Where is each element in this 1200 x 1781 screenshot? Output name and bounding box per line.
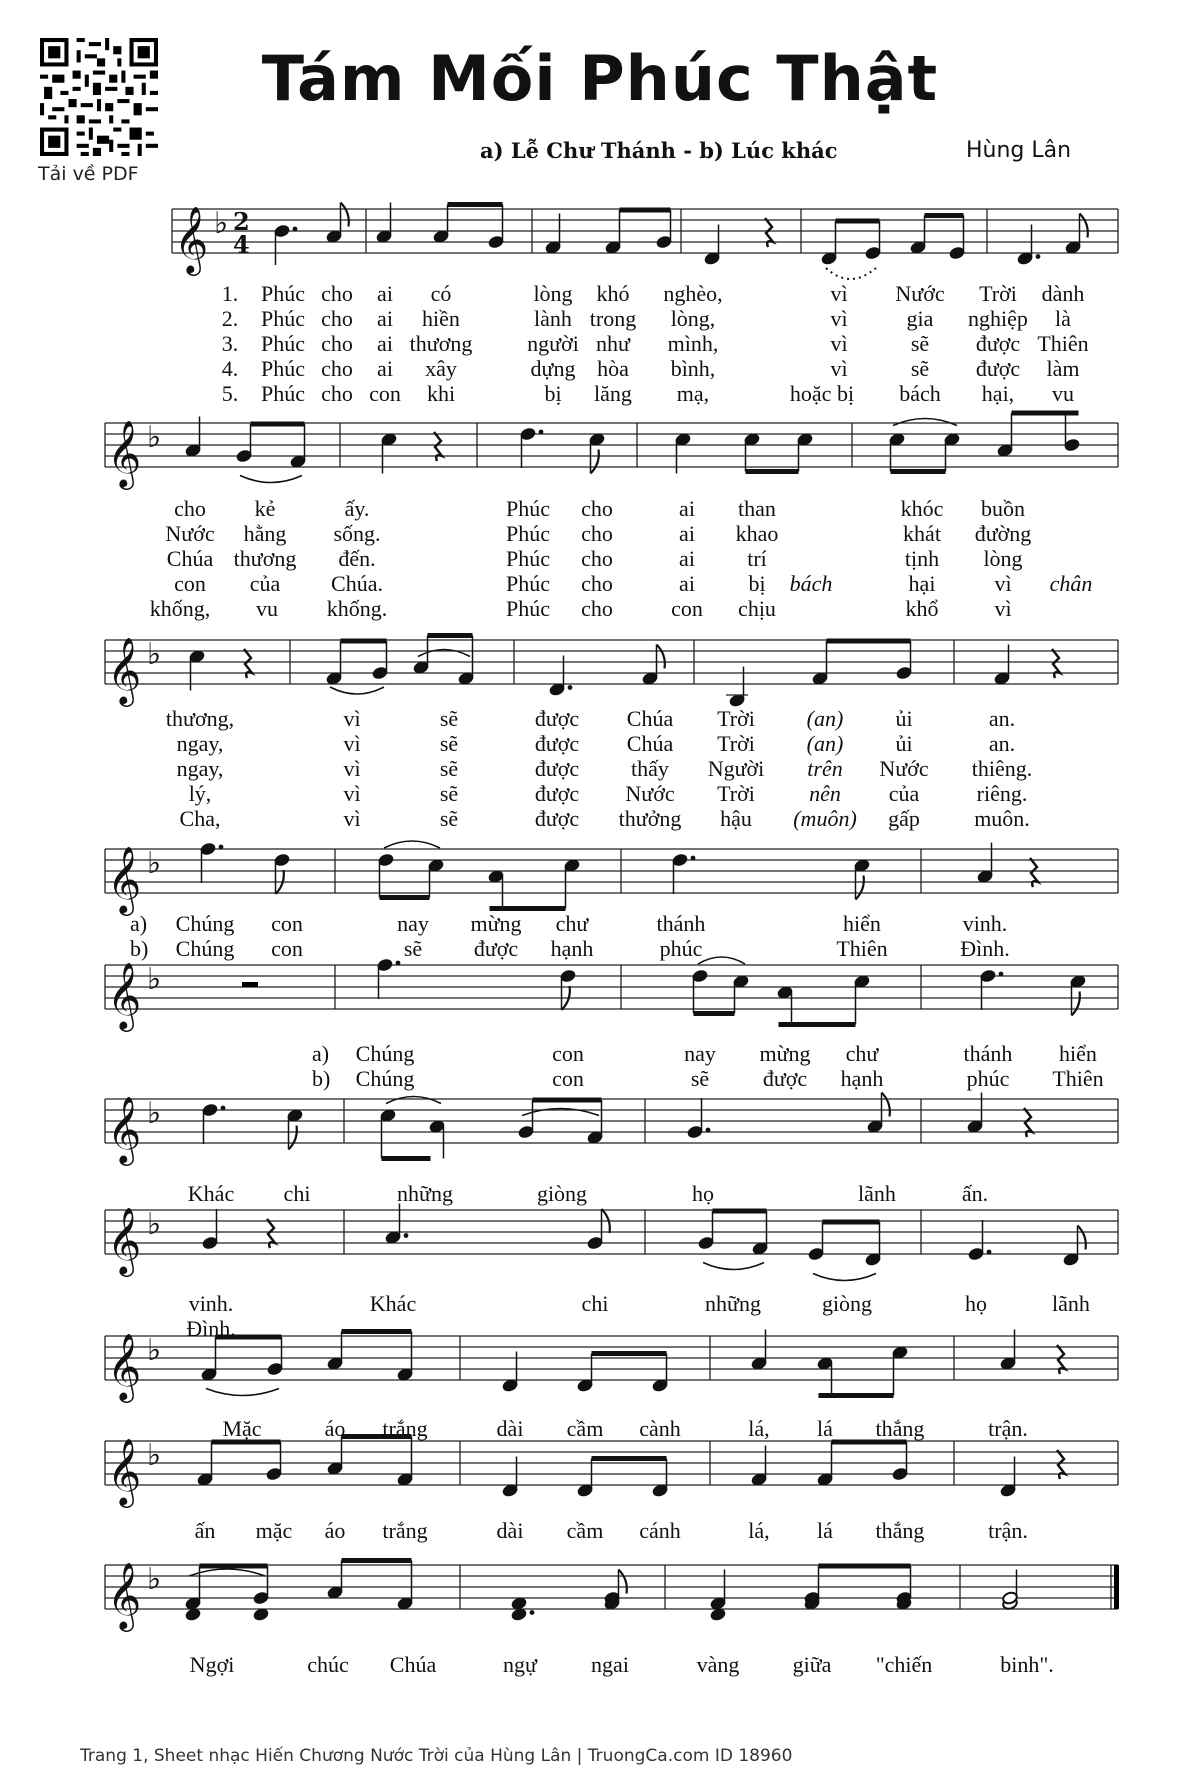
lyric-syllable: cho [581, 496, 613, 521]
lyric-syllable: khi [426, 381, 456, 406]
lyric-syllable: cánh [639, 1518, 681, 1543]
lyric-syllable: nên [809, 781, 841, 806]
lyric-syllable: cho [321, 306, 353, 331]
lyric-syllable: con [271, 911, 303, 936]
lyric-syllable: con [552, 1066, 584, 1091]
lyric-syllable: lòng [533, 281, 573, 306]
lyric-syllable: hiển [1059, 1041, 1097, 1066]
lyric-syllable: được [534, 731, 580, 756]
lyric-syllable: trắng [382, 1416, 428, 1441]
lyric-syllable: vì [343, 781, 361, 806]
flat-sign: ♭ [147, 1096, 162, 1131]
lyric-syllable: Phúc [506, 521, 550, 546]
dot [219, 845, 224, 850]
lyric-syllable: bách [789, 571, 833, 596]
lyric-syllable: vì [830, 356, 848, 381]
lyric-syllable: hại, [981, 381, 1015, 406]
lyric-syllable: thắng [875, 1518, 925, 1543]
lyric-syllable: chân [1049, 571, 1093, 596]
lyric-syllable: khóc [900, 496, 944, 521]
flat-sign: ♭ [147, 420, 162, 455]
lyric-syllable: Nước [879, 756, 929, 781]
lyric-syllable: an. [988, 706, 1016, 731]
lyric-syllable: là [1055, 306, 1071, 331]
lyric-syllable: vì [994, 596, 1012, 621]
lyric-syllable: vì [343, 806, 361, 831]
lyric-syllable: Phúc [261, 381, 305, 406]
lyric-syllable: bị [748, 571, 766, 596]
flat-sign: ♭ [147, 1562, 162, 1597]
lyric-syllable: Trời [717, 781, 755, 806]
lyric-syllable: ai [377, 356, 393, 381]
lyric-syllable: lá, [748, 1416, 770, 1441]
variant-label: b) [312, 1066, 331, 1091]
lyric-syllable: (an) [806, 706, 844, 731]
song-subtitle: a) Lễ Chư Thánh - b) Lúc khác [480, 138, 838, 163]
lyric-syllable: cho [321, 281, 353, 306]
lyric-syllable: muôn. [974, 806, 1030, 831]
lyric-syllable: sẽ [910, 331, 930, 356]
lyric-syllable: khổ [905, 596, 939, 621]
lyric-syllable: binh". [1000, 1652, 1054, 1677]
lyric-syllable: có [430, 281, 452, 306]
lyric-syllable: đường [974, 521, 1032, 546]
lyric-syllable: Thiên [1052, 1066, 1104, 1091]
lyric-syllable: Đình. [186, 1316, 236, 1341]
lyric-syllable: hạnh [550, 936, 594, 961]
flat-sign: ♭ [147, 962, 162, 997]
lyric-syllable: lãnh [858, 1181, 896, 1206]
treble-clef: 𝄞 [107, 1437, 142, 1505]
page-footer[interactable]: Trang 1, Sheet nhạc Hiến Chương Nước Trời của Hùng Lân | TruongCa.com ID 18960 [80, 1746, 793, 1766]
lyric-syllable: dành [1041, 281, 1085, 306]
lyric-syllable: của [888, 781, 920, 806]
lyric-syllable: lòng [983, 546, 1023, 571]
lyric-syllable: của [249, 571, 281, 596]
lyric-syllable: trong [589, 306, 637, 331]
lyric-syllable: phúc [966, 1066, 1010, 1091]
lyric-syllable: lá [817, 1518, 833, 1543]
lyric-syllable: được [975, 331, 1021, 356]
lyric-syllable: áo [324, 1518, 346, 1543]
dot [1036, 254, 1041, 259]
lyric-syllable: họ [965, 1291, 987, 1316]
note-flag [619, 1570, 627, 1594]
note-flag [1078, 1226, 1086, 1250]
lyric-syllable: chúc [307, 1652, 349, 1677]
lyric-syllable: Chúa [626, 731, 674, 756]
lyric-syllable: hiển [843, 911, 881, 936]
flat-sign: ♭ [147, 1438, 162, 1473]
lyric-syllable: Chúa [166, 546, 214, 571]
lyric-syllable: vì [343, 756, 361, 781]
note-flag [341, 203, 349, 227]
lyric-syllable: vu [256, 596, 278, 621]
lyric-syllable: trí [747, 546, 767, 571]
lyric-syllable: làm [1046, 356, 1080, 381]
lyric-syllable: sẽ [690, 1066, 710, 1091]
lyric-syllable: (an) [806, 731, 844, 756]
lyric-syllable: khống, [149, 596, 211, 621]
lyric-syllable: cho [321, 381, 353, 406]
dot [691, 856, 696, 861]
lyric-syllable: cho [581, 596, 613, 621]
note-flag [882, 1093, 890, 1117]
lyric-syllable: ai [377, 306, 393, 331]
lyric-syllable: Chúa. [331, 571, 383, 596]
lyric-syllable: hại [908, 571, 936, 596]
lyric-syllable: vì [830, 331, 848, 356]
variant-label: a) [312, 1041, 330, 1066]
lyric-syllable: ủi [895, 706, 913, 731]
dot [221, 1106, 226, 1111]
verse-number: 5. [221, 381, 239, 406]
flat-sign: ♭ [147, 846, 162, 881]
lyric-syllable: sẽ [439, 706, 459, 731]
lyric-syllable: khao [735, 521, 779, 546]
lyric-syllable: sẽ [910, 356, 930, 381]
lyric-syllable: cho [174, 496, 206, 521]
dot [293, 227, 298, 232]
treble-clef: 𝄞 [107, 1561, 142, 1629]
lyric-syllable: ai [377, 331, 393, 356]
lyric-syllable: vu [1052, 381, 1074, 406]
lyric-syllable: thương [409, 331, 473, 356]
lyric-syllable: Phúc [261, 356, 305, 381]
lyric-syllable: ai [679, 521, 695, 546]
lyric-syllable: lăng [594, 381, 632, 406]
lyric-syllable: ngự [503, 1652, 537, 1677]
lyric-syllable: ai [679, 496, 695, 521]
lyric-syllable: nghiệp [968, 306, 1028, 331]
lyric-syllable: Phúc [261, 306, 305, 331]
lyric-syllable: sẽ [439, 731, 459, 756]
lyric-syllable: Chúa [389, 1652, 437, 1677]
lyric-syllable: ngai [591, 1652, 629, 1677]
lyric-syllable: Khác [369, 1291, 417, 1316]
lyric-syllable: sẽ [403, 936, 423, 961]
lyric-syllable: an. [988, 731, 1016, 756]
lyric-syllable: trắng [382, 1518, 428, 1543]
lyric-syllable: con [552, 1041, 584, 1066]
lyric-syllable: cho [581, 571, 613, 596]
lyric-syllable: Phúc [506, 496, 550, 521]
lyric-syllable: vinh. [962, 911, 1008, 936]
song-title: Tám Mối Phúc Thật [261, 42, 939, 115]
lyric-syllable: hạnh [840, 1066, 884, 1091]
lyric-syllable: ai [377, 281, 393, 306]
lyric-syllable: được [762, 1066, 808, 1091]
lyric-syllable: Thiên [836, 936, 888, 961]
lyric-syllable: giòng [821, 1291, 873, 1316]
lyric-syllable: vinh. [188, 1291, 234, 1316]
lyric-syllable: Mặc [222, 1416, 262, 1441]
lyric-syllable: Nước [625, 781, 675, 806]
lyric-syllable: áo [324, 1416, 346, 1441]
lyric-syllable: Phúc [506, 546, 550, 571]
lyric-syllable: xây [425, 356, 457, 381]
lyric-syllable: Thiên [1037, 331, 1089, 356]
treble-clef: 𝄞 [107, 1206, 142, 1274]
variant-label: a) [130, 911, 148, 936]
flat-sign: ♭ [147, 1333, 162, 1368]
lyric-syllable: dựng [530, 356, 576, 381]
lyric-syllable: được [534, 706, 580, 731]
slur [893, 419, 957, 426]
dot [999, 972, 1004, 977]
lyric-syllable: chi [283, 1181, 311, 1206]
lyric-syllable: khống. [326, 596, 388, 621]
lyric-syllable: sẽ [439, 781, 459, 806]
lyric-syllable: ấn [194, 1518, 216, 1543]
lyric-syllable: Trời [979, 281, 1017, 306]
lyric-syllable: trận. [988, 1416, 1028, 1441]
lyric-syllable: Chúng [355, 1041, 415, 1066]
lyric-syllable: những [705, 1291, 761, 1316]
lyric-syllable: thánh [656, 911, 706, 936]
lyric-syllable: thương [233, 546, 297, 571]
half-rest [242, 982, 258, 987]
lyric-syllable: chịu [738, 596, 776, 621]
lyric-syllable: ủi [895, 731, 913, 756]
note-flag [856, 876, 864, 900]
lyric-syllable: bị [544, 381, 562, 406]
lyric-syllable: phúc [659, 936, 703, 961]
verse-number: 1. [221, 281, 239, 306]
lyric-syllable: lành [534, 306, 572, 331]
treble-clef: 𝄞 [107, 1332, 142, 1400]
lyric-syllable: cành [639, 1416, 681, 1441]
slur [386, 1097, 441, 1104]
quarter-rest [1052, 649, 1060, 678]
lyric-syllable: chư [845, 1041, 879, 1066]
dot [404, 1233, 409, 1238]
lyric-syllable: lòng, [670, 306, 716, 331]
lyric-syllable: vì [343, 706, 361, 731]
lyric-syllable: Chúng [175, 911, 235, 936]
lyric-syllable: lý, [188, 781, 212, 806]
lyric-syllable: Chúng [355, 1066, 415, 1091]
lyric-syllable: hòa [597, 356, 629, 381]
lyric-syllable: mừng [759, 1041, 811, 1066]
lyric-syllable: hoặc bị [789, 381, 855, 406]
lyric-syllable: (muôn) [793, 806, 857, 831]
lyric-syllable: ai [679, 571, 695, 596]
lyric-syllable: Người [707, 756, 765, 781]
dot [568, 685, 573, 690]
lyric-syllable: Phúc [506, 596, 550, 621]
lyric-syllable: riêng. [976, 781, 1028, 806]
treble-clef: 𝄞 [107, 845, 142, 913]
lyric-syllable: lá, [748, 1518, 770, 1543]
lyric-syllable: mạ, [676, 381, 710, 406]
lyric-syllable: Phúc [261, 281, 305, 306]
lyric-syllable: được [975, 356, 1021, 381]
lyric-syllable: buồn [981, 496, 1025, 521]
dot [987, 1250, 992, 1255]
lyric-syllable: nay [684, 1041, 716, 1066]
lyric-syllable: chi [581, 1291, 609, 1316]
lyric-syllable: Trời [717, 706, 755, 731]
lyric-syllable: Đình. [960, 936, 1010, 961]
lyric-syllable: Phúc [261, 331, 305, 356]
lyric-syllable: được [534, 806, 580, 831]
lyric-syllable: ấn. [961, 1181, 989, 1206]
verse-number: 2. [221, 306, 239, 331]
lyric-syllable: những [397, 1181, 453, 1206]
lyric-syllable: hậu [720, 806, 752, 831]
note-flag [657, 645, 665, 669]
flat-sign: ♭ [147, 637, 162, 672]
note-flag [1072, 992, 1080, 1016]
note-flag [289, 1126, 297, 1150]
slur [703, 1263, 764, 1270]
lyric-syllable: mình, [667, 331, 719, 356]
lyric-syllable: như [596, 331, 630, 356]
lyric-syllable: thương, [165, 706, 235, 731]
lyric-syllable: Chúng [175, 936, 235, 961]
dot [706, 1128, 711, 1133]
lyric-syllable: khó [596, 281, 630, 306]
dotted-slur [826, 268, 876, 279]
qr-caption[interactable]: Tải về PDF [38, 163, 139, 185]
lyric-syllable: vì [994, 571, 1012, 596]
lyric-syllable: được [534, 756, 580, 781]
lyric-syllable: gấp [888, 806, 920, 831]
lyric-syllable: sống. [333, 521, 381, 546]
lyric-syllable: thắng [875, 1416, 925, 1441]
lyric-syllable: giữa [792, 1652, 832, 1677]
lyric-syllable: nghèo, [663, 281, 723, 306]
slur [330, 687, 384, 694]
lyric-syllable: ấy. [344, 496, 370, 521]
lyric-syllable: lá [817, 1416, 833, 1441]
lyric-syllable: con [369, 381, 401, 406]
lyric-syllable: ngay, [176, 756, 224, 781]
lyric-syllable: vàng [696, 1652, 740, 1677]
verse-number: 4. [221, 356, 239, 381]
lyric-syllable: thánh [963, 1041, 1013, 1066]
lyric-syllable: con [671, 596, 703, 621]
lyric-syllable: con [271, 936, 303, 961]
lyric-syllable: cho [321, 331, 353, 356]
treble-clef: 𝄞 [107, 636, 142, 704]
lyric-syllable: cầm [566, 1518, 604, 1543]
lyric-syllable: Nước [895, 281, 945, 306]
lyric-syllable: Cha, [179, 806, 221, 831]
note-flag [1080, 214, 1088, 238]
lyric-syllable: mừng [470, 911, 522, 936]
lyric-syllable: Ngợi [189, 1652, 235, 1677]
lyric-syllable: người [527, 331, 579, 356]
lyric-syllable: vì [830, 306, 848, 331]
lyric-syllable: giòng [536, 1181, 588, 1206]
treble-clef: 𝄞 [107, 1095, 142, 1163]
quarter-rest [244, 649, 252, 678]
dot [396, 961, 401, 966]
treble-clef: 𝄞 [107, 419, 142, 487]
lyric-syllable: Phúc [506, 571, 550, 596]
lyric-syllable: mặc [255, 1518, 293, 1543]
lyric-syllable: tịnh [904, 546, 940, 571]
lyric-syllable: dài [496, 1518, 524, 1543]
slur [189, 1569, 265, 1576]
lyric-syllable: khát [903, 521, 941, 546]
lyric-syllable: hằng [243, 521, 287, 546]
lyric-syllable: "chiến [875, 1652, 933, 1677]
lyric-syllable: được [534, 781, 580, 806]
variant-label: b) [130, 936, 149, 961]
flat-sign: ♭ [214, 206, 229, 241]
lyric-syllable: trận. [988, 1518, 1028, 1543]
lyric-syllable: vì [830, 281, 848, 306]
lyric-syllable: thưởng [618, 806, 682, 831]
dot [539, 430, 544, 435]
lyric-syllable: bách [899, 381, 941, 406]
final-barline [1114, 1565, 1119, 1609]
lyric-syllable: sẽ [439, 756, 459, 781]
lyric-syllable: Khác [187, 1181, 235, 1206]
dot [530, 1610, 535, 1615]
lyric-syllable: bình, [670, 356, 716, 381]
composer-name: Hùng Lân [966, 138, 1072, 163]
slur [240, 476, 302, 483]
lyric-syllable: đến. [338, 546, 376, 571]
slur [206, 1389, 279, 1396]
lyric-syllable: cho [581, 546, 613, 571]
lyric-syllable: nay [397, 911, 429, 936]
lyric-syllable: dài [496, 1416, 524, 1441]
lyric-syllable: họ [692, 1181, 714, 1206]
treble-clef: 𝄞 [174, 205, 209, 273]
lyric-syllable: sẽ [439, 806, 459, 831]
lyric-syllable: ai [679, 546, 695, 571]
lyric-syllable: Trời [717, 731, 755, 756]
lyric-syllable: cho [581, 521, 613, 546]
lyric-syllable: thấy [631, 756, 669, 781]
lyric-syllable: hiền [422, 306, 460, 331]
lyric-syllable: cho [321, 356, 353, 381]
slur [698, 957, 745, 964]
lyric-syllable: Nước [165, 521, 215, 546]
time-signature-top: 2 [233, 207, 250, 236]
lyric-syllable: chư [555, 911, 589, 936]
lyric-syllable: được [473, 936, 519, 961]
lyric-syllable: cầm [566, 1416, 604, 1441]
note-flag [591, 450, 599, 474]
lyric-syllable: con [174, 571, 206, 596]
lyric-syllable: trên [807, 756, 843, 781]
lyric-syllable: gia [906, 306, 934, 331]
lyric-syllable: than [738, 496, 776, 521]
verse-number: 3. [221, 331, 239, 356]
quarter-rest [1030, 858, 1038, 887]
lyric-syllable: lãnh [1052, 1291, 1090, 1316]
lyric-syllable: ngay, [176, 731, 224, 756]
lyric-syllable: thiêng. [971, 756, 1033, 781]
lyric-syllable: Chúa [626, 706, 674, 731]
slur [813, 1274, 876, 1281]
lyric-syllable: kẻ [254, 496, 276, 521]
lyric-syllable: vì [343, 731, 361, 756]
slur [384, 841, 440, 848]
time-signature-bottom: 4 [233, 230, 250, 259]
flat-sign: ♭ [147, 1207, 162, 1242]
treble-clef: 𝄞 [107, 961, 142, 1029]
